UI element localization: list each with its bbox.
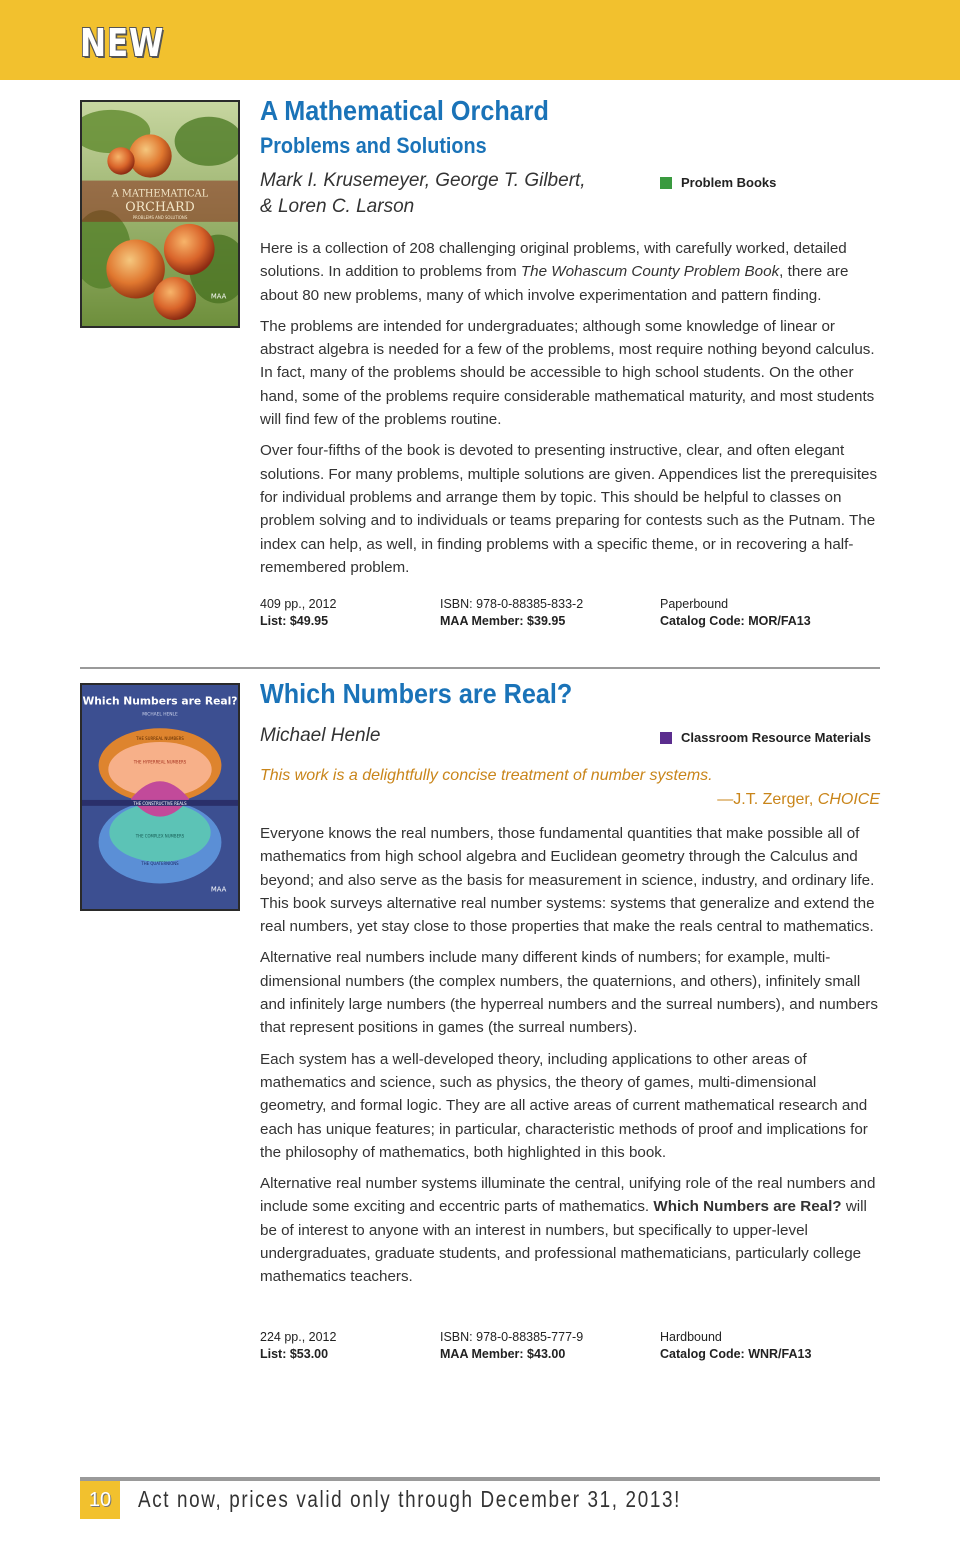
book1-list-price: List: $49.95 xyxy=(260,614,329,628)
svg-text:MICHAEL HENLE: MICHAEL HENLE xyxy=(142,712,178,718)
section-divider xyxy=(80,667,880,669)
book2-paragraph: Alternative real numbers include many different kinds of numbers; for example, multi-dimensional numbers (the complex numbers, the quaternions, and others), infinitely small and infinitely large numbers (the hyperreal numbers and the surreal numbers), and numbers that represent positions in games (the surreal numbers). xyxy=(260,949,878,1037)
book2-pages: 224 pp., 2012 xyxy=(260,1330,337,1344)
book1-authors-line2: & Loren C. Larson xyxy=(260,196,415,217)
book1-authors-line1: Mark I. Krusemeyer, George T. Gilbert, xyxy=(260,170,586,191)
book1-title: A Mathematical Orchard xyxy=(260,95,549,126)
book2-paragraph: Alternative real number systems illuminate the central, unifying role of the real numbers and include some exciting and eccentric parts of mathematics. Which Numbers are Real? will be of interest to anyone with an interest in numbers, but specifically to upper-level undergraduates, graduate students, and professional mathematicians, particularly college mathematics teachers. xyxy=(260,1175,876,1286)
book2-isbn: ISBN: 978-0-88385-777-9 xyxy=(440,1330,584,1344)
footer-promo-text: Act now, prices valid only through December 31, 2013! xyxy=(138,1486,681,1512)
book1-paragraph: Here is a collection of 208 challenging original problems, with carefully worked, detailed solutions. In addition to problems from The Wohascum County Problem Book, there are about 80 new problems, many of which involve experimentation and pattern finding. xyxy=(260,240,849,304)
svg-text:THE SURREAL NUMBERS: THE SURREAL NUMBERS xyxy=(136,736,184,742)
book2-authors-line1: Michael Henle xyxy=(260,725,381,746)
book1-series[interactable] xyxy=(660,175,776,190)
book2-paragraph: Each system has a well-developed theory, including applications to other areas of mathematics and science, such as physics, the theory of games, multi-dimensional geometry, and formal logic. They are all active areas of current mathematical research and each has unique features; in particular, characteristic methods of proof and implications for the philosophy of mathematics, both highlighted in this book. xyxy=(260,1050,868,1161)
new-banner xyxy=(0,0,960,80)
book-cover-orchard[interactable] xyxy=(80,100,240,328)
svg-text:A MATHEMATICAL: A MATHEMATICAL xyxy=(111,188,209,200)
book2-authors xyxy=(260,723,380,749)
svg-text:MAA: MAA xyxy=(210,885,227,894)
orchard-cover-art xyxy=(82,102,238,326)
svg-text:ORCHARD: ORCHARD xyxy=(125,199,195,215)
banner-label: NEW xyxy=(80,21,165,65)
svg-text:PROBLEMS AND SOLUTIONS: PROBLEMS AND SOLUTIONS xyxy=(132,214,188,220)
book-cover-which-numbers[interactable] xyxy=(80,683,240,911)
which-numbers-cover-art xyxy=(82,685,238,909)
book1-pages: 409 pp., 2012 xyxy=(260,597,337,611)
book1-catalog-code: Catalog Code: MOR/FA13 xyxy=(660,614,811,628)
svg-text:THE COMPLEX NUMBERS: THE COMPLEX NUMBERS xyxy=(135,833,185,839)
book1-binding: Paperbound xyxy=(660,597,729,611)
book1-series-label: Problem Books xyxy=(681,175,777,190)
book2-series-label: Classroom Resource Materials xyxy=(681,730,872,745)
book1-paragraph: Over four-fifths of the book is devoted to presenting instructive, clear, and often elegant solutions. For many problems, multiple solutions are given. Appendices list the prerequisites for individual problems and arrange them by topic. This should be helpful to classes on problem solving and to individuals or teams preparing for contests such as the Putnam. The index can help, as well, in finding problems with a specific theme, or in recovering a half-remembered problem. xyxy=(260,442,878,576)
book1-subtitle: Problems and Solutions xyxy=(260,133,487,158)
book1-description xyxy=(260,237,880,587)
page-number: 10 xyxy=(80,1481,120,1519)
book1-paragraph: The problems are intended for undergraduates; although some knowledge of linear or abstract algebra is needed for a few of the problems, most require nothing beyond calculus. In fact, many of the problems should be accessible to high school students. On the other hand, some of the problems require considerable mathematical maturity, and most students will find few of the problems routine. xyxy=(260,317,875,429)
book1-authors xyxy=(260,168,586,220)
series-color-marker xyxy=(660,177,672,189)
footer-divider xyxy=(80,1477,880,1481)
book2-title: Which Numbers are Real? xyxy=(260,678,573,709)
book2-paragraph: Everyone knows the real numbers, those fundamental quantities that make possible all of mathematics from high school algebra and Euclidean geometry through the Calculus and beyond; and also serve as the basis for measurement in science, industry, and ordinary life. This book surveys alternative real number systems: systems that generalize and extend the real numbers, yet stay close to those properties that make the reals central to mathematics. xyxy=(260,825,875,936)
book2-description xyxy=(260,822,880,1297)
book2-binding: Hardbound xyxy=(660,1330,722,1344)
svg-text:THE HYPERREAL NUMBERS: THE HYPERREAL NUMBERS xyxy=(133,759,187,765)
book2-list-price: List: $53.00 xyxy=(260,1347,329,1361)
book1-member-price: MAA Member: $39.95 xyxy=(440,614,566,628)
book2-member-price: MAA Member: $43.00 xyxy=(440,1347,566,1361)
svg-text:Which Numbers are Real?: Which Numbers are Real? xyxy=(82,694,238,708)
book2-series[interactable] xyxy=(660,730,871,745)
svg-text:THE CONSTRUCTIVE REALS: THE CONSTRUCTIVE REALS xyxy=(133,800,187,806)
svg-text:MAA: MAA xyxy=(210,292,227,301)
book1-isbn: ISBN: 978-0-88385-833-2 xyxy=(440,597,584,611)
book2-review-quote: This work is a delightfully concise treatment of number systems. xyxy=(260,767,713,784)
book2-review-attribution: —J.T. Zerger, CHOICE xyxy=(717,791,880,808)
svg-text:THE QUATERNIONS: THE QUATERNIONS xyxy=(141,860,179,866)
book2-catalog-code: Catalog Code: WNR/FA13 xyxy=(660,1347,812,1361)
series-color-marker xyxy=(660,732,672,744)
